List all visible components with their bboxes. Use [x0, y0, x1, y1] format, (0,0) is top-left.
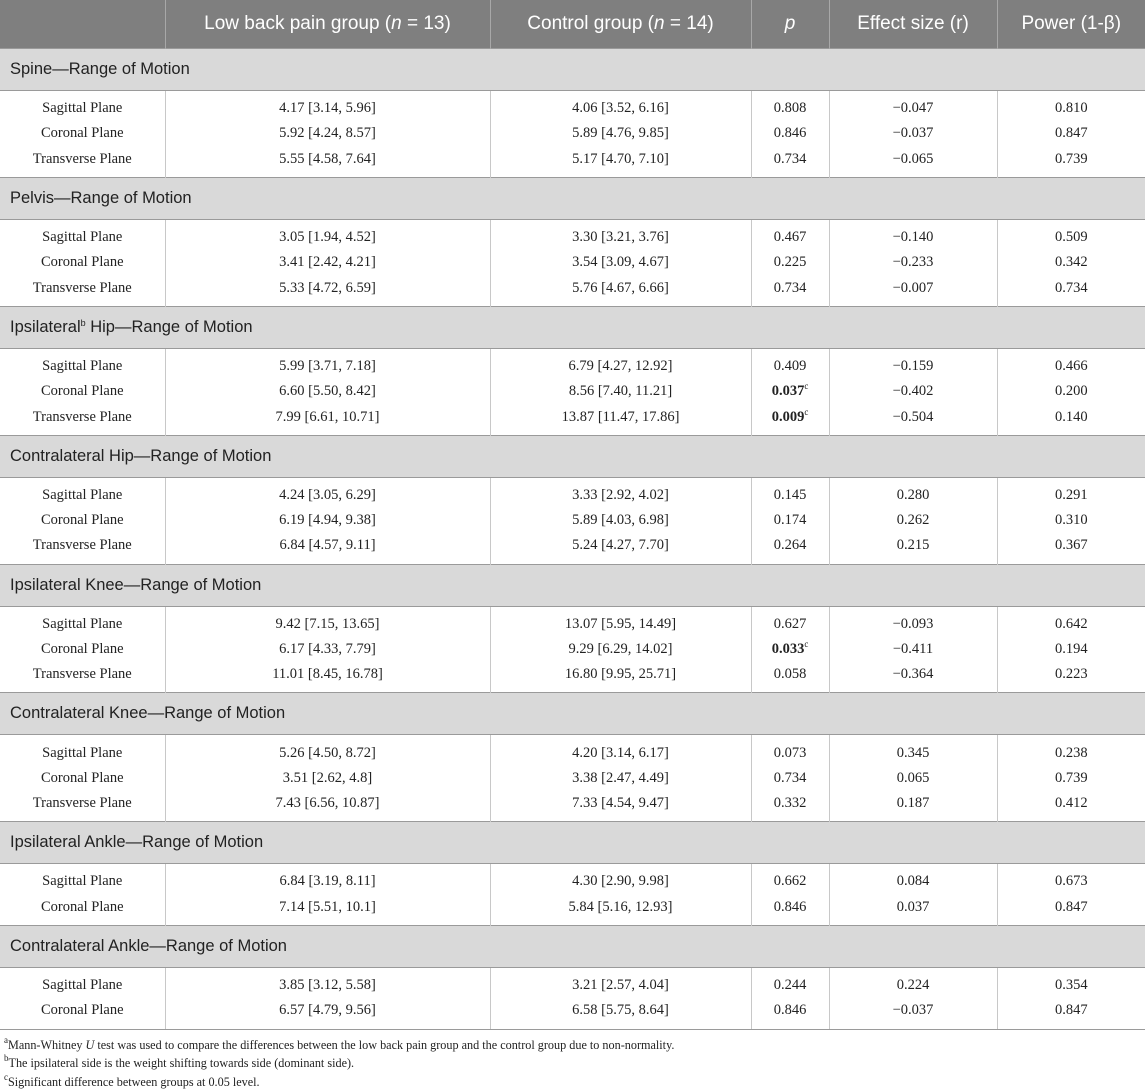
header-effect-size: Effect size (r): [829, 0, 997, 49]
power-cell: 0.847: [997, 998, 1145, 1028]
section-title: Contralateral Ankle—Range of Motion: [0, 925, 1145, 967]
p-cell: 0.264: [751, 533, 829, 564]
control-cell: 5.89 [4.76, 9.85]: [490, 121, 751, 146]
control-cell: 5.17 [4.70, 7.10]: [490, 147, 751, 178]
power-cell: 0.342: [997, 250, 1145, 275]
power-cell: 0.223: [997, 662, 1145, 693]
p-cell: 0.073: [751, 735, 829, 766]
p-cell: 0.846: [751, 998, 829, 1028]
table-row: [0, 147, 1145, 178]
power-cell: 0.642: [997, 606, 1145, 637]
power-cell: 0.847: [997, 121, 1145, 146]
power-cell: 0.354: [997, 967, 1145, 998]
section-title: Ipsilateral Ankle—Range of Motion: [0, 822, 1145, 864]
section-title: Spine—Range of Motion: [0, 49, 1145, 91]
p-cell: 0.009$^c$: [751, 404, 829, 435]
lbp-cell: 11.01 [8.45, 16.78]: [165, 662, 490, 693]
control-cell: 3.21 [2.57, 4.04]: [490, 967, 751, 998]
header-lbp-group: Low back pain group (n = 13): [165, 0, 490, 49]
control-cell: 3.33 [2.92, 4.02]: [490, 477, 751, 508]
power-cell: 0.412: [997, 791, 1145, 822]
table-row: [0, 275, 1145, 306]
effect-size-cell: −0.411: [829, 637, 997, 662]
plane-cell: Transverse Plane: [32, 279, 132, 296]
lbp-cell: 5.99 [3.71, 7.18]: [165, 348, 490, 379]
plane-cell: Sagittal Plane: [42, 486, 123, 503]
table-row: [0, 895, 1145, 926]
lbp-cell: 7.99 [6.61, 10.71]: [165, 404, 490, 435]
header-control-group: Control group (n = 14): [490, 0, 751, 49]
effect-size-cell: −0.037: [829, 998, 997, 1028]
p-cell: 0.467: [751, 219, 829, 250]
section-title: Contralateral Knee—Range of Motion: [0, 693, 1145, 735]
table-row: [0, 766, 1145, 791]
table-row: [0, 250, 1145, 275]
p-cell: 0.734: [751, 147, 829, 178]
lbp-cell: 5.55 [4.58, 7.64]: [165, 147, 490, 178]
control-cell: 9.29 [6.29, 14.02]: [490, 637, 751, 662]
control-cell: 7.33 [4.54, 9.47]: [490, 791, 751, 822]
table-row: [0, 864, 1145, 895]
control-cell: 3.30 [3.21, 3.76]: [490, 219, 751, 250]
lbp-cell: 3.85 [3.12, 5.58]: [165, 967, 490, 998]
control-cell: 5.84 [5.16, 12.93]: [490, 895, 751, 926]
lbp-cell: 3.41 [2.42, 4.21]: [165, 250, 490, 275]
plane-cell: Transverse Plane: [32, 795, 132, 812]
control-cell: 13.07 [5.95, 14.49]: [490, 606, 751, 637]
header-power: Power (1-β): [997, 0, 1145, 49]
effect-size-cell: 0.037: [829, 895, 997, 926]
p-cell: 0.058: [751, 662, 829, 693]
table-row: [0, 967, 1145, 998]
table-row: [0, 508, 1145, 533]
section-title: Ipsilateral$^b$ Hip—Range of Motion: [0, 306, 1145, 348]
p-cell: 0.037$^c$: [751, 379, 829, 404]
control-cell: 6.79 [4.27, 12.92]: [490, 348, 751, 379]
lbp-cell: 7.43 [6.56, 10.87]: [165, 791, 490, 822]
plane-cell: Transverse Plane: [32, 537, 132, 554]
table-row: [0, 662, 1145, 693]
section-title: Pelvis—Range of Motion: [0, 177, 1145, 219]
p-cell: 0.846: [751, 895, 829, 926]
power-cell: 0.734: [997, 275, 1145, 306]
effect-size-cell: −0.037: [829, 121, 997, 146]
lbp-cell: 6.19 [4.94, 9.38]: [165, 508, 490, 533]
lbp-cell: 5.92 [4.24, 8.57]: [165, 121, 490, 146]
p-cell: 0.627: [751, 606, 829, 637]
footnote-b: $^b$The ipsilateral side is the weight shifting towards side (dominant side).: [4, 1053, 355, 1071]
plane-cell: Sagittal Plane: [42, 977, 123, 994]
table-row: [0, 404, 1145, 435]
effect-size-cell: −0.504: [829, 404, 997, 435]
section-row: [0, 306, 1145, 348]
section-row: [0, 564, 1145, 606]
power-cell: 0.291: [997, 477, 1145, 508]
control-cell: 4.20 [3.14, 6.17]: [490, 735, 751, 766]
power-cell: 0.367: [997, 533, 1145, 564]
table-row: [0, 735, 1145, 766]
effect-size-cell: −0.140: [829, 219, 997, 250]
lbp-cell: 4.17 [3.14, 5.96]: [165, 91, 490, 122]
lbp-cell: 6.84 [3.19, 8.11]: [165, 864, 490, 895]
section-row: [0, 177, 1145, 219]
effect-size-cell: −0.159: [829, 348, 997, 379]
p-cell: 0.846: [751, 121, 829, 146]
effect-size-cell: −0.402: [829, 379, 997, 404]
effect-size-cell: 0.215: [829, 533, 997, 564]
plane-cell: Coronal Plane: [40, 898, 124, 915]
p-cell: 0.332: [751, 791, 829, 822]
plane-cell: Coronal Plane: [40, 383, 124, 400]
control-cell: 5.76 [4.67, 6.66]: [490, 275, 751, 306]
plane-cell: Coronal Plane: [40, 512, 124, 529]
table-row: [0, 477, 1145, 508]
table-row: [0, 637, 1145, 662]
power-cell: 0.238: [997, 735, 1145, 766]
effect-size-cell: −0.007: [829, 275, 997, 306]
table-row: [0, 533, 1145, 564]
p-cell: 0.145: [751, 477, 829, 508]
section-row: [0, 693, 1145, 735]
table-row: [0, 121, 1145, 146]
power-cell: 0.140: [997, 404, 1145, 435]
table-footnotes: [0, 1029, 1145, 1091]
table-row: [0, 606, 1145, 637]
control-cell: 4.30 [2.90, 9.98]: [490, 864, 751, 895]
section-row: [0, 435, 1145, 477]
effect-size-cell: 0.084: [829, 864, 997, 895]
footnote-a: $^a$Mann-Whitney U test was used to compare the differences between the low back pain group and the control group due to non-normality.: [4, 1034, 675, 1052]
effect-size-cell: 0.280: [829, 477, 997, 508]
plane-cell: Sagittal Plane: [42, 615, 123, 632]
lbp-cell: 4.24 [3.05, 6.29]: [165, 477, 490, 508]
control-cell: 3.54 [3.09, 4.67]: [490, 250, 751, 275]
effect-size-cell: 0.345: [829, 735, 997, 766]
power-cell: 0.673: [997, 864, 1145, 895]
p-cell: 0.734: [751, 766, 829, 791]
p-cell: 0.808: [751, 91, 829, 122]
table-row: [0, 91, 1145, 122]
plane-cell: Coronal Plane: [40, 125, 124, 142]
effect-size-cell: −0.364: [829, 662, 997, 693]
lbp-cell: 5.26 [4.50, 8.72]: [165, 735, 490, 766]
header-empty: [0, 0, 165, 49]
header-p: p: [751, 0, 829, 49]
table-row: [0, 219, 1145, 250]
p-cell: 0.662: [751, 864, 829, 895]
control-cell: 13.87 [11.47, 17.86]: [490, 404, 751, 435]
p-cell: 0.244: [751, 967, 829, 998]
plane-cell: Coronal Plane: [40, 769, 124, 786]
plane-cell: Sagittal Plane: [42, 357, 123, 374]
lbp-cell: 6.60 [5.50, 8.42]: [165, 379, 490, 404]
section-row: [0, 49, 1145, 91]
plane-cell: Sagittal Plane: [42, 744, 123, 761]
p-cell: 0.225: [751, 250, 829, 275]
lbp-cell: 6.84 [4.57, 9.11]: [165, 533, 490, 564]
power-cell: 0.466: [997, 348, 1145, 379]
power-cell: 0.739: [997, 147, 1145, 178]
lbp-cell: 5.33 [4.72, 6.59]: [165, 275, 490, 306]
power-cell: 0.310: [997, 508, 1145, 533]
p-cell: 0.734: [751, 275, 829, 306]
effect-size-cell: −0.093: [829, 606, 997, 637]
section-title: Contralateral Hip—Range of Motion: [0, 435, 1145, 477]
table-row: [0, 348, 1145, 379]
plane-cell: Transverse Plane: [32, 150, 132, 167]
lbp-cell: 6.57 [4.79, 9.56]: [165, 998, 490, 1028]
table-row: [0, 998, 1145, 1028]
table-row: [0, 379, 1145, 404]
plane-cell: Sagittal Plane: [42, 100, 123, 117]
section-title: Ipsilateral Knee—Range of Motion: [0, 564, 1145, 606]
lbp-cell: 6.17 [4.33, 7.79]: [165, 637, 490, 662]
effect-size-cell: −0.047: [829, 91, 997, 122]
lbp-cell: 7.14 [5.51, 10.1]: [165, 895, 490, 926]
effect-size-cell: 0.187: [829, 791, 997, 822]
footnote-c: $^c$Significant difference between groups at 0.05 level.: [4, 1071, 260, 1089]
control-cell: 8.56 [7.40, 11.21]: [490, 379, 751, 404]
power-cell: 0.194: [997, 637, 1145, 662]
plane-cell: Sagittal Plane: [42, 873, 123, 890]
plane-cell: Transverse Plane: [32, 408, 132, 425]
control-cell: 5.89 [4.03, 6.98]: [490, 508, 751, 533]
power-cell: 0.509: [997, 219, 1145, 250]
effect-size-cell: 0.224: [829, 967, 997, 998]
plane-cell: Transverse Plane: [32, 666, 132, 683]
plane-cell: Sagittal Plane: [42, 229, 123, 246]
plane-cell: Coronal Plane: [40, 641, 124, 657]
lbp-cell: 3.51 [2.62, 4.8]: [165, 766, 490, 791]
control-cell: 4.06 [3.52, 6.16]: [490, 91, 751, 122]
effect-size-cell: −0.233: [829, 250, 997, 275]
p-cell: 0.033$^c$: [751, 637, 829, 662]
p-cell: 0.409: [751, 348, 829, 379]
effect-size-cell: −0.065: [829, 147, 997, 178]
power-cell: 0.810: [997, 91, 1145, 122]
control-cell: 16.80 [9.95, 25.71]: [490, 662, 751, 693]
table-row: [0, 791, 1145, 822]
control-cell: 5.24 [4.27, 7.70]: [490, 533, 751, 564]
power-cell: 0.739: [997, 766, 1145, 791]
plane-cell: Coronal Plane: [40, 1002, 124, 1019]
p-cell: 0.174: [751, 508, 829, 533]
lbp-cell: 3.05 [1.94, 4.52]: [165, 219, 490, 250]
header-row: [0, 0, 1145, 49]
effect-size-cell: 0.065: [829, 766, 997, 791]
section-row: [0, 925, 1145, 967]
power-cell: 0.847: [997, 895, 1145, 926]
plane-cell: Coronal Plane: [40, 254, 124, 271]
lbp-cell: 9.42 [7.15, 13.65]: [165, 606, 490, 637]
section-row: [0, 822, 1145, 864]
control-cell: 3.38 [2.47, 4.49]: [490, 766, 751, 791]
power-cell: 0.200: [997, 379, 1145, 404]
effect-size-cell: 0.262: [829, 508, 997, 533]
control-cell: 6.58 [5.75, 8.64]: [490, 998, 751, 1028]
